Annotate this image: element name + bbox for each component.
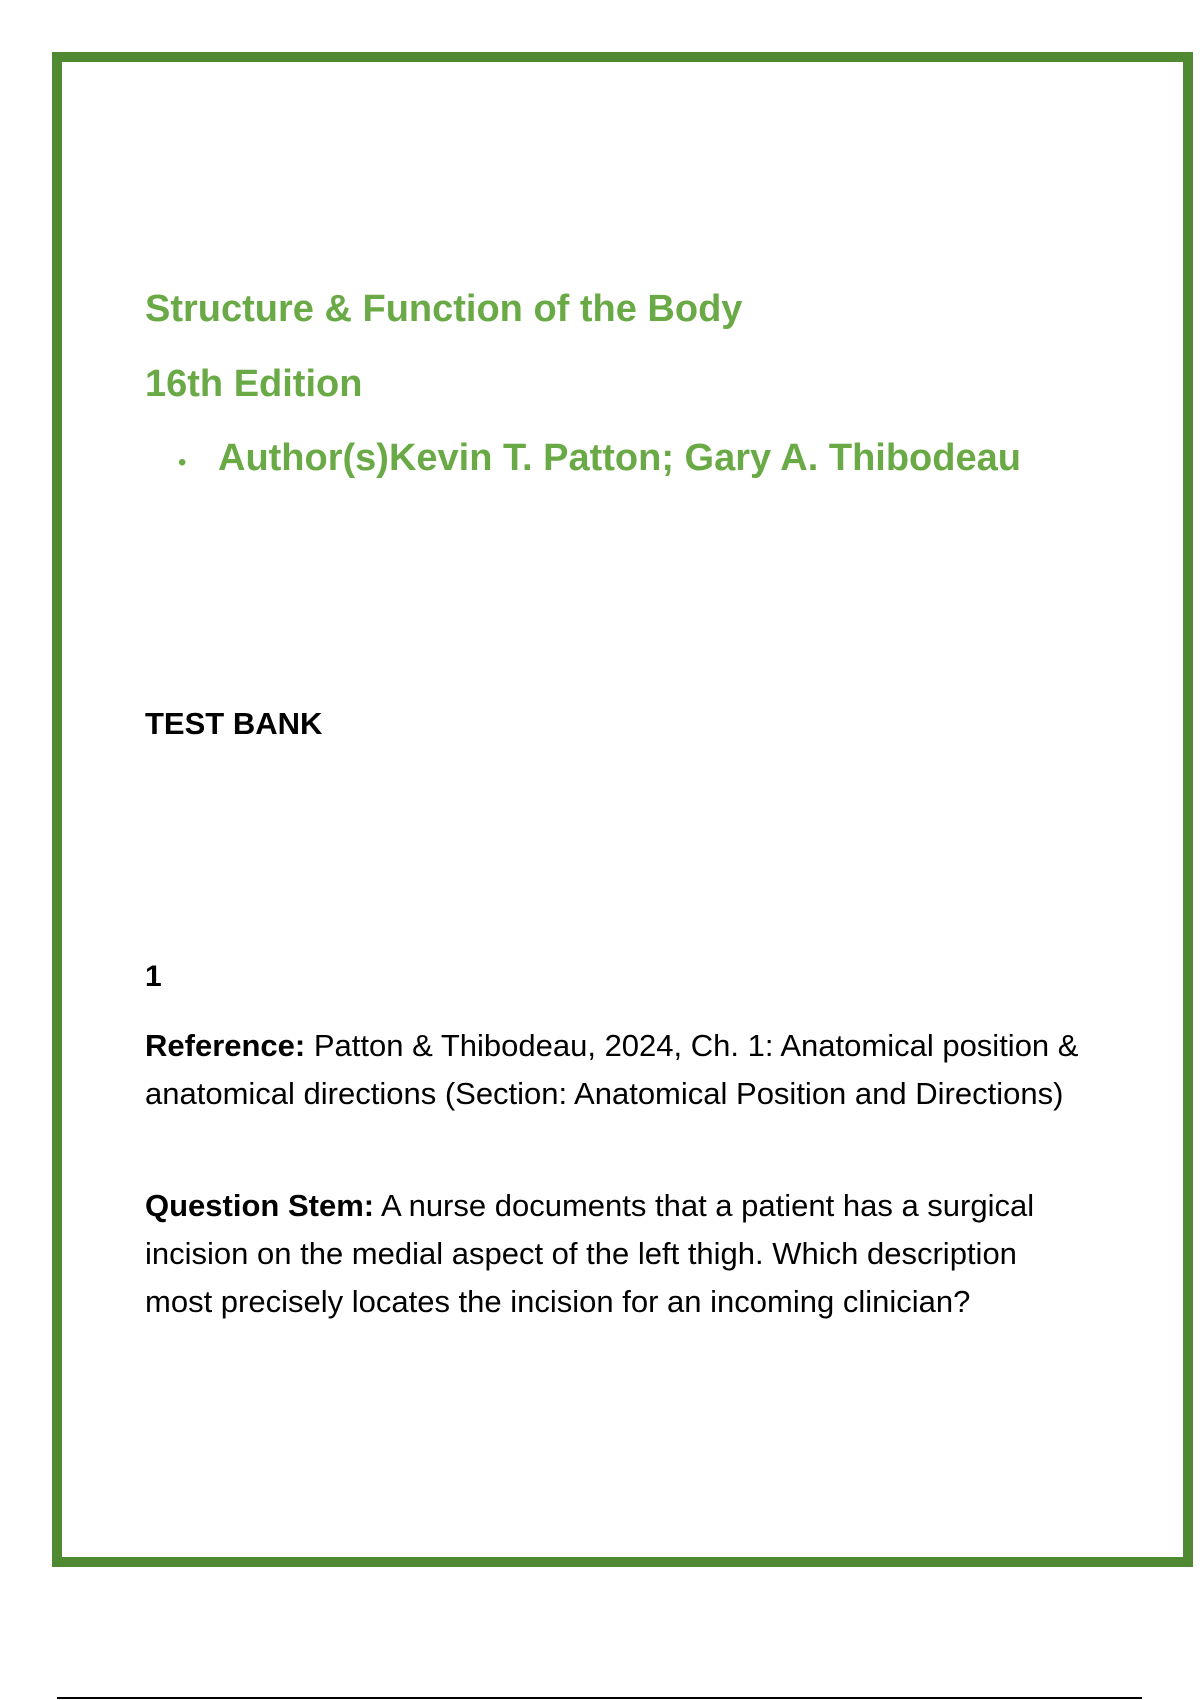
reference-text: Patton & Thibodeau, 2024, Ch. 1: Anatomical position & anatomical directions (Section: Anatomical Position and Directions) xyxy=(145,1028,1079,1111)
author-line: Author(s)Kevin T. Patton; Gary A. Thibodeau xyxy=(218,437,1021,479)
reference-label: Reference: xyxy=(145,1028,306,1063)
question-stem-paragraph xyxy=(145,1182,1090,1326)
question-number: 1 xyxy=(145,960,162,993)
question-stem-text: A nurse documents that a patient has a surgical incision on the medial aspect of the left thigh. Which description most precisely locates the incision for an incoming clinician? xyxy=(145,1188,1035,1319)
reference-paragraph xyxy=(145,1022,1090,1118)
author-list-item xyxy=(178,437,1021,480)
page-border xyxy=(52,52,1193,1567)
book-title: Structure & Function of the Body xyxy=(145,288,743,330)
section-heading: TEST BANK xyxy=(145,706,323,741)
bullet-icon: • xyxy=(178,449,187,476)
book-edition: 16th Edition xyxy=(145,363,363,405)
footer-divider xyxy=(57,1697,1142,1699)
question-stem-label: Question Stem: xyxy=(145,1188,375,1223)
